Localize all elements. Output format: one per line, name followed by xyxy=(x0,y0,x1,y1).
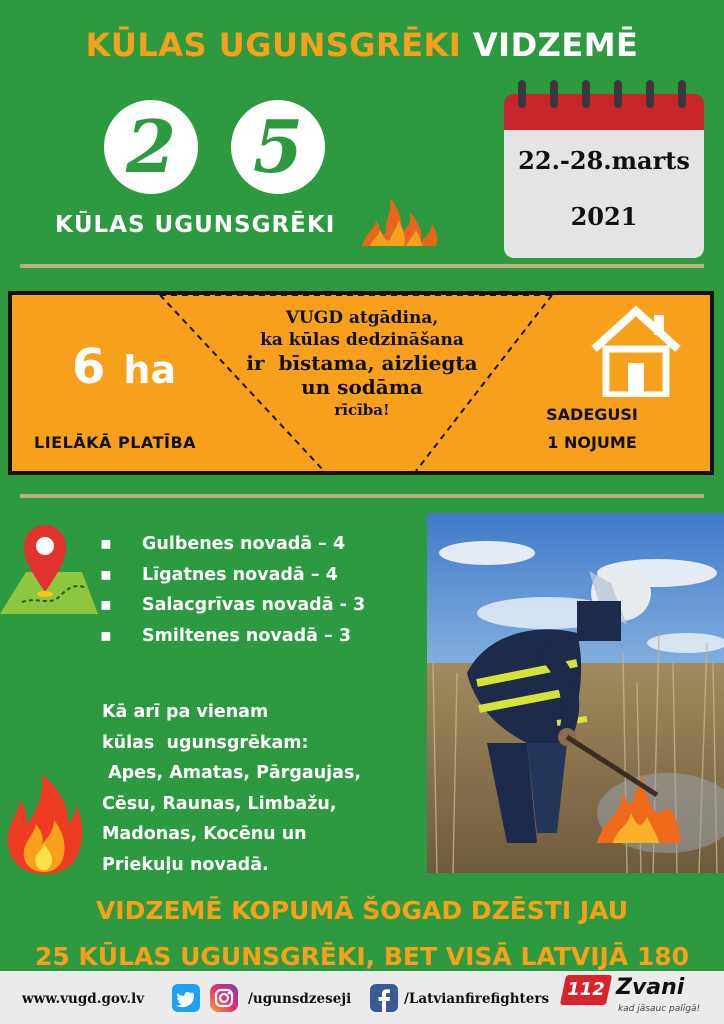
website-link[interactable]: www.vugd.gov.lv xyxy=(22,991,145,1007)
region-text: Salacgrīvas novadā - 3 xyxy=(142,595,366,615)
list-bullet: ▪ xyxy=(100,625,112,646)
calendar-ring xyxy=(646,80,654,108)
calendar-header xyxy=(504,94,704,130)
region-list xyxy=(100,534,365,656)
emergency-tagline: kad jāsauc palīgā! xyxy=(618,1004,701,1014)
calendar-ring xyxy=(550,80,558,108)
title-part1: KŪLAS UGUNSGRĒKI xyxy=(85,26,462,64)
divider xyxy=(20,494,704,498)
region-text: Smiltenes novadā – 3 xyxy=(142,625,352,646)
emergency-word: Zvani xyxy=(616,975,685,1000)
warning-line: ir bīstama, aizliegta xyxy=(246,351,478,375)
map-pin-icon xyxy=(0,510,100,624)
warning-text xyxy=(242,307,482,421)
list-bullet: ▪ xyxy=(100,534,112,554)
also-text: Kā arī pa vienam kūlas ugunsgrēkam: Apes, Amatas, Pārgaujas, Cēsu, Raunas, Limbažu, Madonas, Kocēnu un Priekuļu novadā. xyxy=(102,702,362,875)
burnt-line1: SADEGUSI xyxy=(546,405,638,424)
area-value xyxy=(72,339,176,395)
calendar-ring xyxy=(518,80,526,108)
list-item xyxy=(100,626,365,657)
area-unit: ha xyxy=(123,348,177,392)
title-part2: VIDZEMĒ xyxy=(472,26,639,64)
facebook-link[interactable]: /Latvianfirefighters xyxy=(404,991,550,1007)
list-item xyxy=(100,565,365,596)
count-digit-2: 5 xyxy=(231,100,325,194)
calendar-ring xyxy=(678,80,686,108)
divider xyxy=(20,264,704,268)
emergency-number: 112 xyxy=(567,979,605,1000)
warning-line: ka kūlas dedzināšana xyxy=(260,330,464,350)
warning-line: rīcība! xyxy=(334,401,390,419)
count-label: KŪLAS UGUNSGRĒKI xyxy=(55,212,336,238)
facebook-icon[interactable] xyxy=(370,984,398,1012)
twitter-icon[interactable] xyxy=(172,984,200,1012)
burnt-label xyxy=(512,401,672,457)
calendar-year: 2021 xyxy=(570,202,638,231)
calendar-ring xyxy=(582,80,590,108)
warning-line: VUGD atgādina, xyxy=(285,308,439,328)
area-label: LIELĀKĀ PLATĪBA xyxy=(34,433,197,452)
house-icon xyxy=(588,305,684,401)
list-bullet: ▪ xyxy=(100,595,112,615)
instagram-icon[interactable] xyxy=(210,984,238,1012)
calendar-ring xyxy=(614,80,622,108)
list-item xyxy=(100,595,365,626)
footer xyxy=(0,971,724,1024)
summary-line2: 25 KŪLAS UGUNSGRĒKI, BET VISĀ LATVIJĀ 180 xyxy=(34,942,690,971)
count-digit-1: 2 xyxy=(104,100,198,194)
summary-line1: VIDZEMĒ KOPUMĀ ŠOGAD DZĒSTI JAU xyxy=(95,896,629,925)
flame-icon xyxy=(4,770,84,880)
region-text: Līgatnes novadā – 4 xyxy=(142,564,338,585)
page-title xyxy=(0,26,724,64)
flame-icon xyxy=(360,184,440,252)
calendar-dates: 22.-28.marts xyxy=(518,146,690,175)
stats-box xyxy=(8,291,714,475)
burnt-line2: 1 NOJUME xyxy=(547,433,637,452)
warning-line: un sodāma xyxy=(301,375,423,399)
instagram-link[interactable]: /ugunsdzeseji xyxy=(248,991,352,1007)
list-bullet: ▪ xyxy=(100,564,112,585)
firefighter-photo xyxy=(427,513,724,873)
summary-text xyxy=(0,888,724,980)
list-item xyxy=(100,534,365,565)
region-text: Gulbenes novadā – 4 xyxy=(142,534,346,554)
area-number: 6 xyxy=(72,339,106,395)
calendar-icon xyxy=(504,94,704,258)
